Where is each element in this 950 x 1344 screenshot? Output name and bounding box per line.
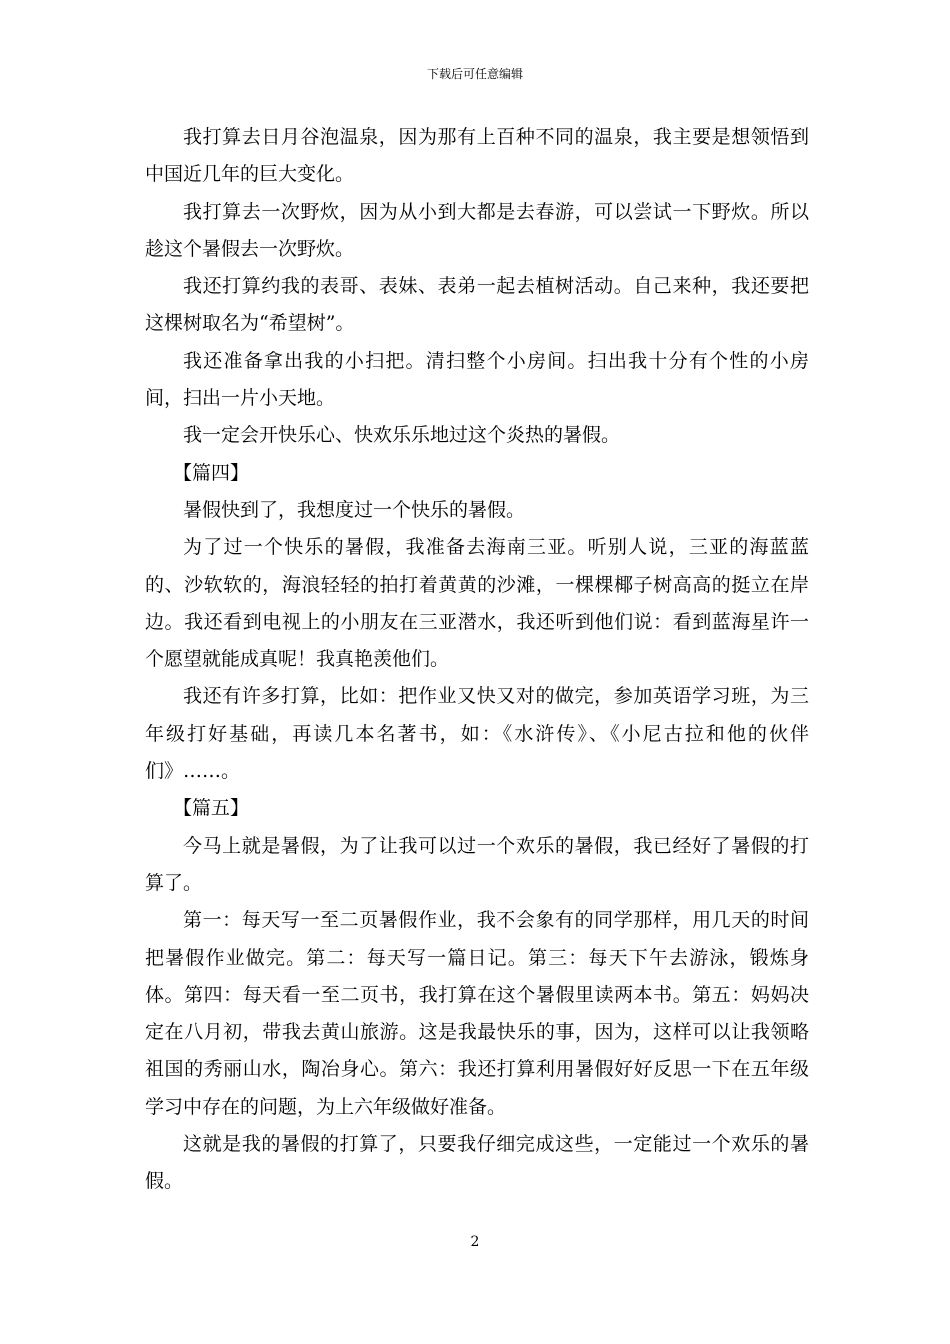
paragraph: 我还准备拿出我的小扫把。清扫整个小房间。扫出我十分有个性的小房间，扫出一片小天地。 (145, 349, 809, 410)
paragraph: 今马上就是暑假，为了让我可以过一个欢乐的暑假，我已经好了暑假的打算了。 (145, 834, 809, 894)
paragraph: 第一：每天写一至二页暑假作业，我不会象有的同学那样，用几天的时间把暑假作业做完。第二：每天写一篇日记。第三：每天下午去游泳，锻炼身体。第四：每天看一至二页书，我打算在这个暑假里读两本书。第五：妈妈决定在八月初，带我去黄山旅游。这是我最快乐的事，因为，这样可以让我领略祖国的秀丽山水，陶冶身心。第六：我还打算利用暑假好好反思一下在五年级学习中存在的问题，为上六年级做好准备。 (145, 909, 809, 1118)
paragraph: 为了过一个快乐的暑假，我准备去海南三亚。听别人说，三亚的海蓝蓝的、沙软软的，海浪轻轻的拍打着黄黄的沙滩，一棵棵椰子树高高的挺立在岸边。我还看到电视上的小朋友在三亚潜水，我还听到他们说：看到蓝海星许一个愿望就能成真呢！我真艳羡他们。 (145, 536, 809, 671)
page-header: 下载后可任意编辑 (426, 67, 523, 81)
section-heading: 【篇四】 (173, 461, 250, 484)
paragraph: 暑假快到了，我想度过一个快乐的暑假。 (183, 498, 526, 521)
paragraph: 我打算去日月谷泡温泉，因为那有上百种不同的温泉，我主要是想领悟到中国近几年的巨大变化。 (145, 126, 809, 186)
document-body (145, 119, 809, 1201)
paragraph: 我一定会开快乐心、快欢乐乐地过这个炎热的暑假。 (183, 424, 621, 447)
section-heading: 【篇五】 (173, 797, 250, 820)
paragraph: 我还打算约我的表哥、表妹、表弟一起去植树活动。自己来种，我还要把这棵树取名为“希望树”。 (145, 275, 809, 335)
paragraph: 我还有许多打算，比如：把作业又快又对的做完，参加英语学习班，为三年级打好基础，再读几本名著书，如：《水浒传》、《小尼古拉和他的伙伴们》……。 (145, 685, 809, 783)
paragraph: 我打算去一次野炊，因为从小到大都是去春游，可以尝试一下野炊。所以趁这个暑假去一次野炊。 (145, 200, 809, 260)
paragraph: 这就是我的暑假的打算了，只要我仔细完成这些，一定能过一个欢乐的暑假。 (145, 1133, 809, 1193)
page-number: 2 (470, 1234, 480, 1250)
